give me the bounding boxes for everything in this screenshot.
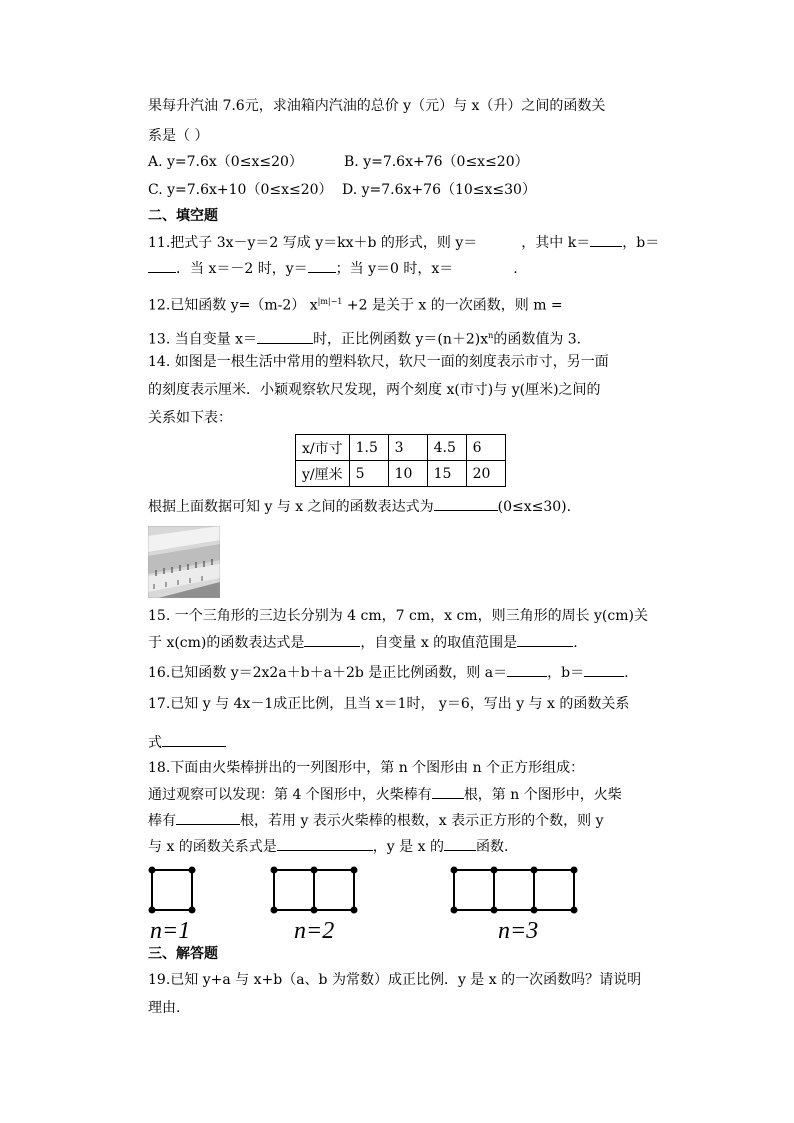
q18-text-g: ，y 是 x 的: [372, 839, 444, 855]
q15-blank-expression[interactable]: [304, 632, 360, 647]
q14-text-e: (0≤x≤30).: [497, 499, 572, 515]
table-cell: x/市寸: [296, 435, 350, 461]
q16-text-b: ，b＝: [547, 665, 585, 681]
question-19-line-2: 理由.: [148, 1000, 181, 1016]
q17-blank[interactable]: [162, 732, 226, 747]
q14-text-d: 根据上面数据可知 y 与 x 之间的函数表达式为: [148, 499, 434, 515]
q11-blank-k[interactable]: [590, 232, 622, 247]
question-19-line-1: 19.已知 y+a 与 x+b（a、b 为常数）成正比例．y 是 x 的一次函数吗？请说明: [148, 972, 642, 988]
figure-n1-joints: [149, 867, 196, 914]
figure-n3: [454, 870, 574, 910]
q15-text-c: ，自变量 x 的取值范围是: [360, 635, 518, 651]
q17-text-b: 式: [148, 735, 162, 751]
q16-blank-b[interactable]: [584, 662, 624, 677]
option-b: B. y=7.6x+76（0≤x≤20）: [344, 154, 529, 170]
figure-n1: [152, 870, 192, 910]
q11-text-f: .: [513, 261, 518, 277]
q13-text-a: 13. 当自变量 x＝: [148, 331, 258, 348]
question-18-line-2: [148, 784, 622, 805]
q16-blank-a[interactable]: [507, 662, 547, 677]
table-cell: 5: [349, 461, 388, 487]
option-d: D. y=7.6x+76（10≤x≤30）: [342, 182, 536, 198]
q11-blank-y[interactable]: [308, 258, 336, 273]
table-row: [296, 461, 506, 487]
q13-blank[interactable]: [257, 329, 313, 344]
q18-blank-count[interactable]: [432, 784, 464, 799]
question-15-line-2: [148, 632, 578, 653]
q12-exponent: |m|−1: [317, 297, 343, 306]
table-cell: 1.5: [349, 435, 388, 461]
q15-text-d: .: [573, 635, 578, 651]
question-14-line-1: 14. 如图是一根生活中常用的塑料软尺，软尺一面的刻度表示市寸，另一面: [148, 354, 609, 370]
q18-text-h: 函数.: [475, 839, 509, 855]
section-heading-fill-in: 二、填空题: [148, 208, 218, 224]
question-10-line-2: 系是（ ）: [148, 128, 209, 144]
q16-text-c: .: [624, 665, 629, 681]
question-17-line-2: [148, 732, 226, 753]
option-a: A. y=7.6x（0≤x≤20）: [148, 154, 303, 170]
q18-blank-relation[interactable]: [277, 836, 373, 851]
figure-label-n3: n=3: [498, 918, 539, 942]
question-16: [148, 662, 629, 683]
q18-text-c: 根，第 n 个图形中，火柴: [463, 787, 622, 803]
question-15-line-1: 15. 一个三角形的三边长分别为 4 cm，7 cm，x cm，则三角形的周长 y(cm)关: [148, 608, 648, 624]
q15-text-b: 于 x(cm)的函数表达式是: [148, 635, 305, 651]
q11-text-e: ；当 y＝0 时，x＝: [335, 261, 454, 277]
q13-text-b: 时，正比例函数 y＝(n＋2)x: [313, 331, 489, 348]
question-11-line-2: [148, 258, 518, 279]
table-cell: 3: [388, 435, 427, 461]
question-14-line-3: 关系如下表：: [148, 410, 232, 426]
table-cell: 4.5: [427, 435, 466, 461]
question-18-line-4: [148, 836, 508, 857]
question-13: [148, 326, 581, 350]
question-18-line-3: [148, 810, 604, 831]
table-cell: 15: [427, 461, 466, 487]
q18-text-f: 与 x 的函数关系式是: [148, 839, 277, 855]
matchstick-figures: [148, 862, 688, 942]
table-cell: y/厘米: [296, 461, 350, 487]
table-cell: 6: [466, 435, 505, 461]
q14-blank[interactable]: [434, 496, 498, 511]
q18-text-b: 通过观察可以发现：第 4 个图形中，火柴棒有: [148, 787, 432, 803]
question-14-line-2: 的刻度表示厘米．小颖观察软尺发现，两个刻度 x(市寸)与 y(厘米)之间的: [148, 382, 601, 398]
q18-blank-nth[interactable]: [176, 810, 240, 825]
q18-blank-type[interactable]: [444, 836, 476, 851]
ruler-data-table: [295, 434, 506, 487]
figure-label-n2: n=2: [294, 918, 335, 942]
q18-text-e: 根，若用 y 表示火柴棒的根数，x 表示正方形的个数，则 y: [240, 813, 604, 829]
question-17-line-1: 17.已知 y 与 4x－1成正比例，且当 x＝1时， y＝6，写出 y 与 x 的函数关系: [148, 696, 630, 712]
q15-blank-range[interactable]: [517, 632, 573, 647]
option-c: C. y=7.6x+10（0≤x≤20）: [148, 182, 333, 198]
figure-label-n1: n=1: [150, 918, 191, 942]
q13-exponent: n: [488, 331, 494, 340]
table-cell: 10: [388, 461, 427, 487]
q16-text-a: 16.已知函数 y＝2x2a＋b＋a＋2b 是正比例函数，则 a＝: [148, 665, 508, 681]
figure-n2: [274, 870, 354, 910]
q13-text-c: 的函数值为 3.: [493, 331, 582, 348]
question-14-line-4: [148, 496, 571, 517]
question-11-line-1: [148, 232, 659, 253]
tape-measure-photo: [148, 526, 220, 598]
q18-text-d: 棒有: [148, 813, 176, 829]
q11-text-d: ．当 x＝－2 时，y＝: [176, 261, 308, 277]
table-row: [296, 435, 506, 461]
question-18-line-1: 18.下面由火柴棒拼出的一列图形中，第 n 个图形由 n 个正方形组成：: [148, 760, 585, 776]
section-heading-answers: 三、解答题: [148, 946, 218, 962]
q11-text-a: 11.把式子 3x－y＝2 写成 y＝kx＋b 的形式，则 y＝: [148, 235, 478, 251]
question-10-line-1: 果每升汽油 7.6元，求油箱内汽油的总价 y（元）与 x（升）之间的函数关: [148, 98, 606, 114]
q12-text-b: +2 是关于 x 的一次函数，则 m =: [342, 297, 563, 314]
question-12: [148, 292, 563, 316]
table-cell: 20: [466, 461, 505, 487]
q11-text-b: ，其中 k＝: [521, 235, 591, 251]
q11-blank-b[interactable]: [148, 258, 176, 273]
q12-text-a: 12.已知函数 y=（m-2） x: [148, 297, 318, 314]
q11-text-c: ，b＝: [622, 235, 660, 251]
figure-n3-joints: [451, 867, 578, 914]
